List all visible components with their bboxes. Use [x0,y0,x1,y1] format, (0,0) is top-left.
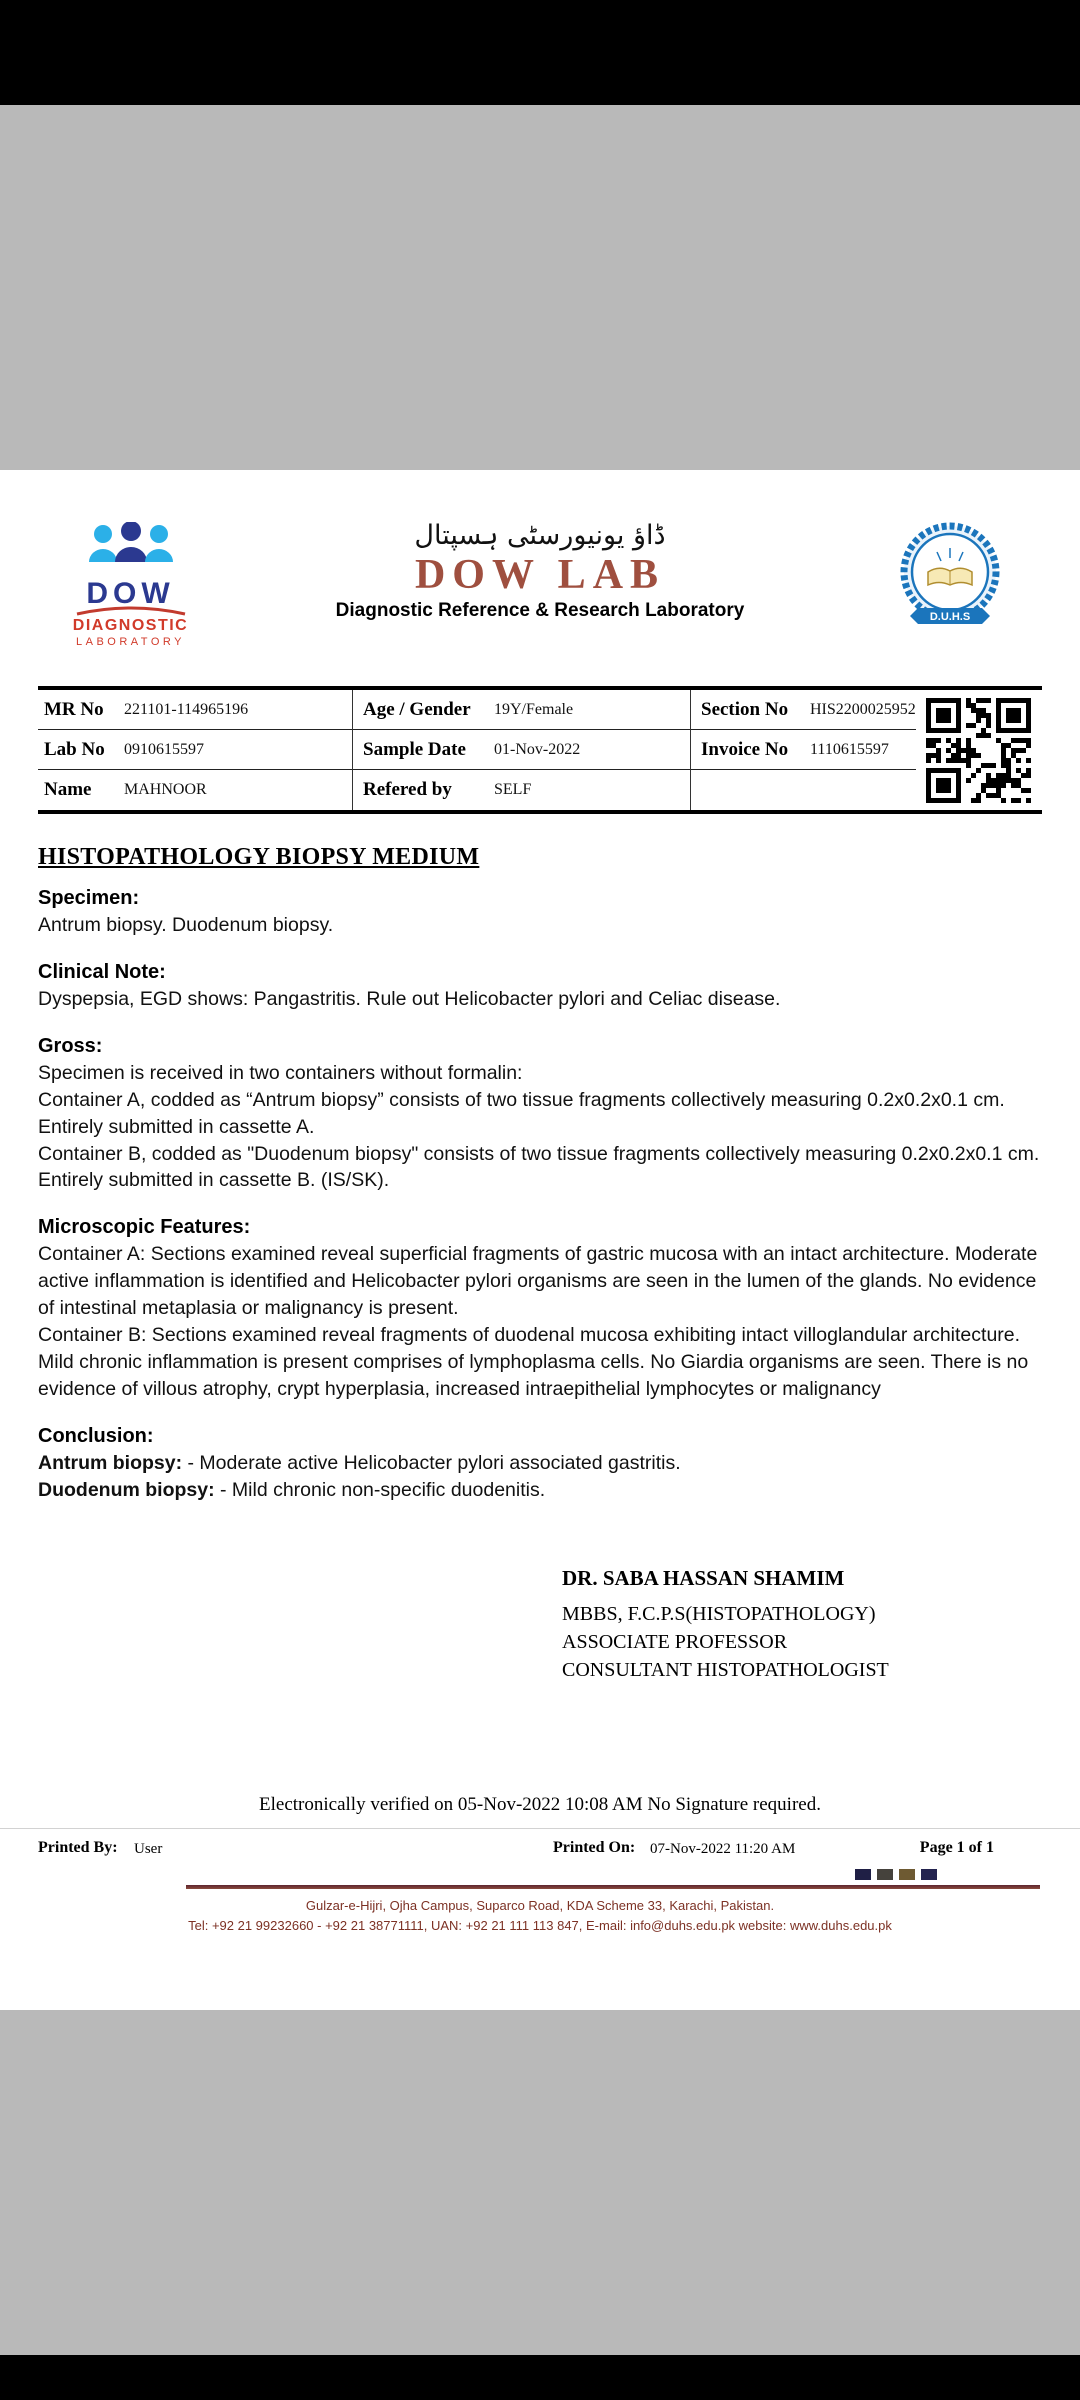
age-gender-value: 19Y/Female [494,701,574,718]
specimen-text: Antrum biopsy. Duodenum biopsy. [38,914,334,936]
report-header [38,520,1042,648]
report-title: HISTOPATHOLOGY BIOPSY MEDIUM [38,844,480,870]
invoice-no-label: Invoice No [690,730,810,770]
printed-by-label: Printed By: [38,1838,118,1856]
signature-block [562,1566,1042,1684]
sample-date-label: Sample Date [352,730,494,770]
duhs-seal-icon [890,520,1010,638]
page-number: Page 1 of 1 [919,1838,994,1856]
empty-label [690,770,810,810]
refered-by-value: SELF [494,781,532,798]
gross-heading: Gross: [38,1034,103,1057]
lab-report-page [0,470,1080,2010]
sample-date-value: 01-Nov-2022 [494,741,581,758]
conclusion-antrum-text: - Moderate active Helicobacter pylori associated gastritis. [182,1451,681,1474]
seal-text: D.U.H.S [929,611,970,623]
people-icon [61,522,201,574]
printed-on-label: Printed On: [553,1838,636,1856]
print-info-row [38,1837,1042,1863]
footer-maroon-rule [186,1885,1040,1889]
calibration-square [855,1869,871,1880]
lab-name: DOW LAB [414,552,666,599]
patient-info-table [38,686,1042,814]
gross-text-3: Container B, codded as "Duodenum biopsy" consists of two tissue fragments collectively measuring 0.2x0.2x0.1 cm. Entirely submitted in cassette B. (IS/SK). [38,1142,1040,1192]
conclusion-duodenum-text: - Mild chronic non-specific duodenitis. [214,1478,546,1501]
dow-diagnostic-logo [38,520,223,648]
doctor-qualification: MBBS, F.C.P.S(HISTOPATHOLOGY) [562,1602,876,1625]
dow-logo-word: DOW [86,577,175,610]
qr-code-svg [926,698,1031,803]
doctor-name: DR. SABA HASSAN SHAMIM [562,1565,845,1590]
refered-by-label: Refered by [352,770,494,810]
printed-on-value: 07-Nov-2022 11:20 AM [650,1840,796,1857]
gross-text-1: Specimen is received in two containers without formalin: [38,1061,523,1084]
conclusion-heading: Conclusion: [38,1424,154,1447]
lab-no-value: 0910615597 [124,741,204,758]
name-label: Name [44,779,92,800]
conclusion-duodenum-label: Duodenum biopsy: [38,1478,215,1501]
section-no-value: HIS2200025952 [810,701,916,718]
name-value: MAHNOOR [124,781,207,798]
doctor-role: CONSULTANT HISTOPATHOLOGIST [562,1658,889,1681]
mr-no-value: 221101-114965196 [124,701,249,718]
pdf-viewer-background [0,105,1080,2355]
footer-divider [0,1828,1080,1829]
status-bar [0,0,1080,105]
dow-logo-diagnostic: DIAGNOSTIC [72,617,189,634]
lab-title-block [223,520,857,622]
table-row [38,690,916,730]
patient-info-rows [38,690,916,810]
verification-note: Electronically verified on 05-Nov-2022 10:08 AM No Signature required. [259,1793,821,1815]
clinical-note-heading: Clinical Note: [38,960,166,983]
conclusion-antrum-label: Antrum biopsy: [38,1451,183,1474]
lab-no-label: Lab No [44,739,105,760]
calibration-square [899,1869,915,1880]
mr-no-label: MR No [44,699,104,720]
address-line-2: Tel: +92 21 99232660 - +92 21 38771111, UAN: +92 21 111 113 847, E-mail: info@duhs.edu.pk website: www.duhs.edu.pk [188,1917,892,1933]
microscopic-text-2: Container B: Sections examined reveal fragments of duodenal mucosa exhibiting intact villoglandular architecture. Mild chronic inflammation is present comprises of lymphoplasma cells. No Giardia organisms are seen. There is no evidence of villous atrophy, crypt hyperplasia, increased intraepithelial lymphocytes or malignancy [38,1324,1029,1400]
printed-by-value: User [134,1840,163,1857]
microscopic-heading: Microscopic Features: [38,1216,251,1239]
print-calibration-squares [38,1869,937,1880]
address-line-1: Gulzar-e-Hijri, Ojha Campus, Suparco Road, KDA Scheme 33, Karachi, Pakistan. [305,1897,775,1913]
calibration-square [921,1869,937,1880]
report-content [0,520,1080,1936]
bottom-nav-bar [0,2355,1080,2400]
table-row [38,730,916,770]
calibration-square [877,1869,893,1880]
age-gender-label: Age / Gender [352,690,494,730]
clinical-note-text: Dyspepsia, EGD shows: Pangastritis. Rule out Helicobacter pylori and Celiac disease. [38,987,781,1010]
specimen-heading: Specimen: [38,887,140,909]
table-row [38,770,916,810]
invoice-no-value: 1110615597 [810,741,889,758]
conclusion-item-duodenum [38,1477,1042,1504]
lab-address [38,1896,1042,1936]
gross-text-2: Container A, codded as “Antrum biopsy” consists of two tissue fragments collectively measuring 0.2x0.2x0.1 cm. Entirely submitted in cassette A. [38,1088,1005,1138]
microscopic-text-1: Container A: Sections examined reveal superficial fragments of gastric mucosa with an intact architecture. Moderate active inflammation is identified and Helicobacter pylori organisms are seen in the lumen of the glands. No evidence of intestinal metaplasia or malignancy is present. [38,1243,1038,1320]
qr-code-icon [916,690,1042,810]
lab-subtitle: Diagnostic Reference & Research Laboratory [335,600,745,622]
section-no-label: Section No [690,690,810,730]
doctor-designation: ASSOCIATE PROFESSOR [562,1630,788,1653]
urdu-hospital-title: ڈاؤ یونیورسٹی ہسپتال [414,520,666,551]
conclusion-item-antrum [38,1450,1042,1477]
dow-logo-laboratory: LABORATORY [76,636,185,648]
duhs-seal [857,520,1042,638]
